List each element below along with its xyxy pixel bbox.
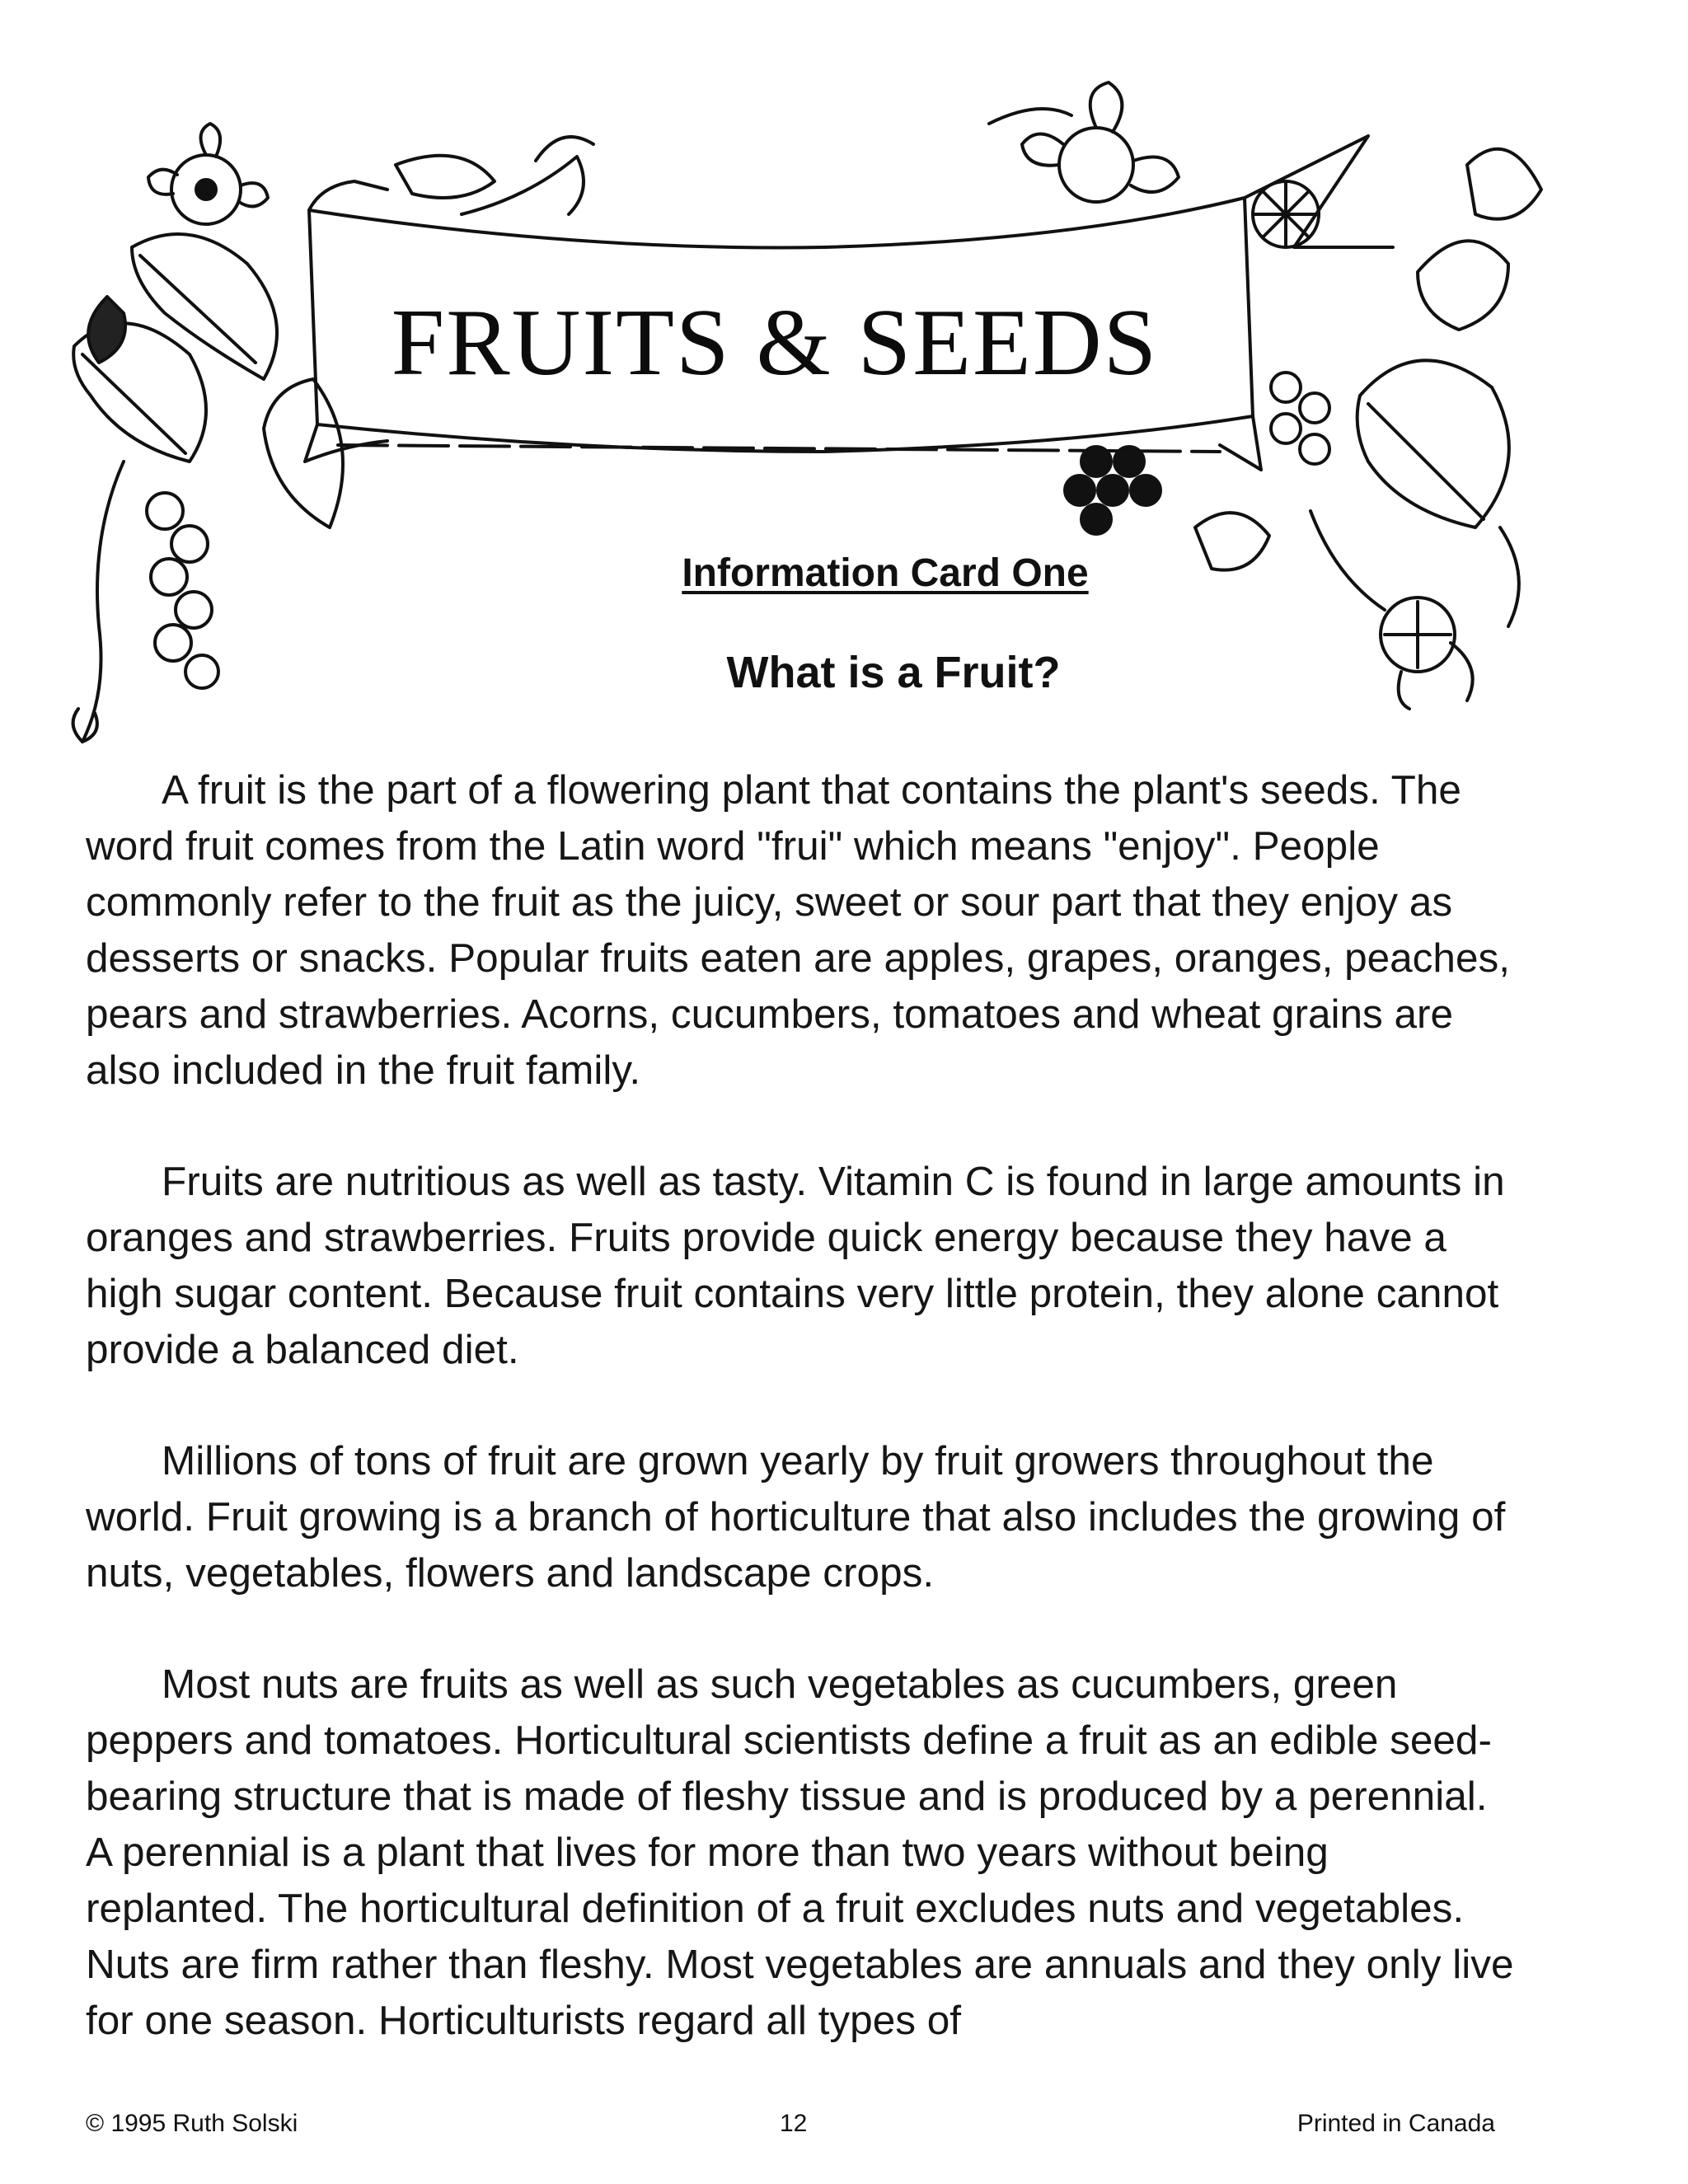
card-label: Information Card One bbox=[682, 551, 1089, 595]
paragraph-4: Most nuts are fruits as well as such vegetables as cucumbers, green peppers and tomatoes. Horticultural scientists define a fruit as an edible seed-bearing structure that is made of fleshy tissue and is produced by a perennial. A perennial is a plant that lives for more than two years without being replanted. The horticultural definition of a fruit excludes nuts and vegetables. Nuts are firm rather than fleshy. Most vegetables are annuals and they only live for one season. Horticulturists regard all types of bbox=[86, 1661, 1514, 2043]
footer-copyright: © 1995 Ruth Solski bbox=[86, 2110, 298, 2137]
paragraph-2: Fruits are nutritious as well as tasty. Vitamin C is found in large amounts in oranges and strawberries. Fruits provide quick energy because they have a high sugar content. Because fruit contains very little protein, they alone cannot provide a balanced diet. bbox=[86, 1159, 1505, 1372]
page-footer bbox=[86, 2110, 1495, 2151]
paragraph-1: A fruit is the part of a flowering plant that contains the plant's seeds. The word fruit comes from the Latin word "frui" which means "enjoy". People commonly refer to the fruit as the juicy, sweet or sour part that they enjoy as desserts or snacks. Popular fruits eaten are apples, grapes, oranges, peaches, pears and strawberries. Acorns, cucumbers, tomatoes and wheat grains are also included in the fruit family. bbox=[86, 767, 1510, 1093]
footer-printed: Printed in Canada bbox=[1296, 2110, 1495, 2137]
footer-page-number: 12 bbox=[780, 2110, 808, 2137]
card-heading: What is a Fruit? bbox=[726, 648, 1061, 697]
body-text bbox=[86, 762, 1520, 2104]
paragraph-3: Millions of tons of fruit are grown yearly by fruit growers throughout the world. Fruit growing is a branch of horticulture that also includes the growing of nuts, vegetables, flowers and landscape crops. bbox=[86, 1438, 1506, 1596]
banner-title: FRUITS & SEEDS bbox=[391, 290, 1159, 396]
